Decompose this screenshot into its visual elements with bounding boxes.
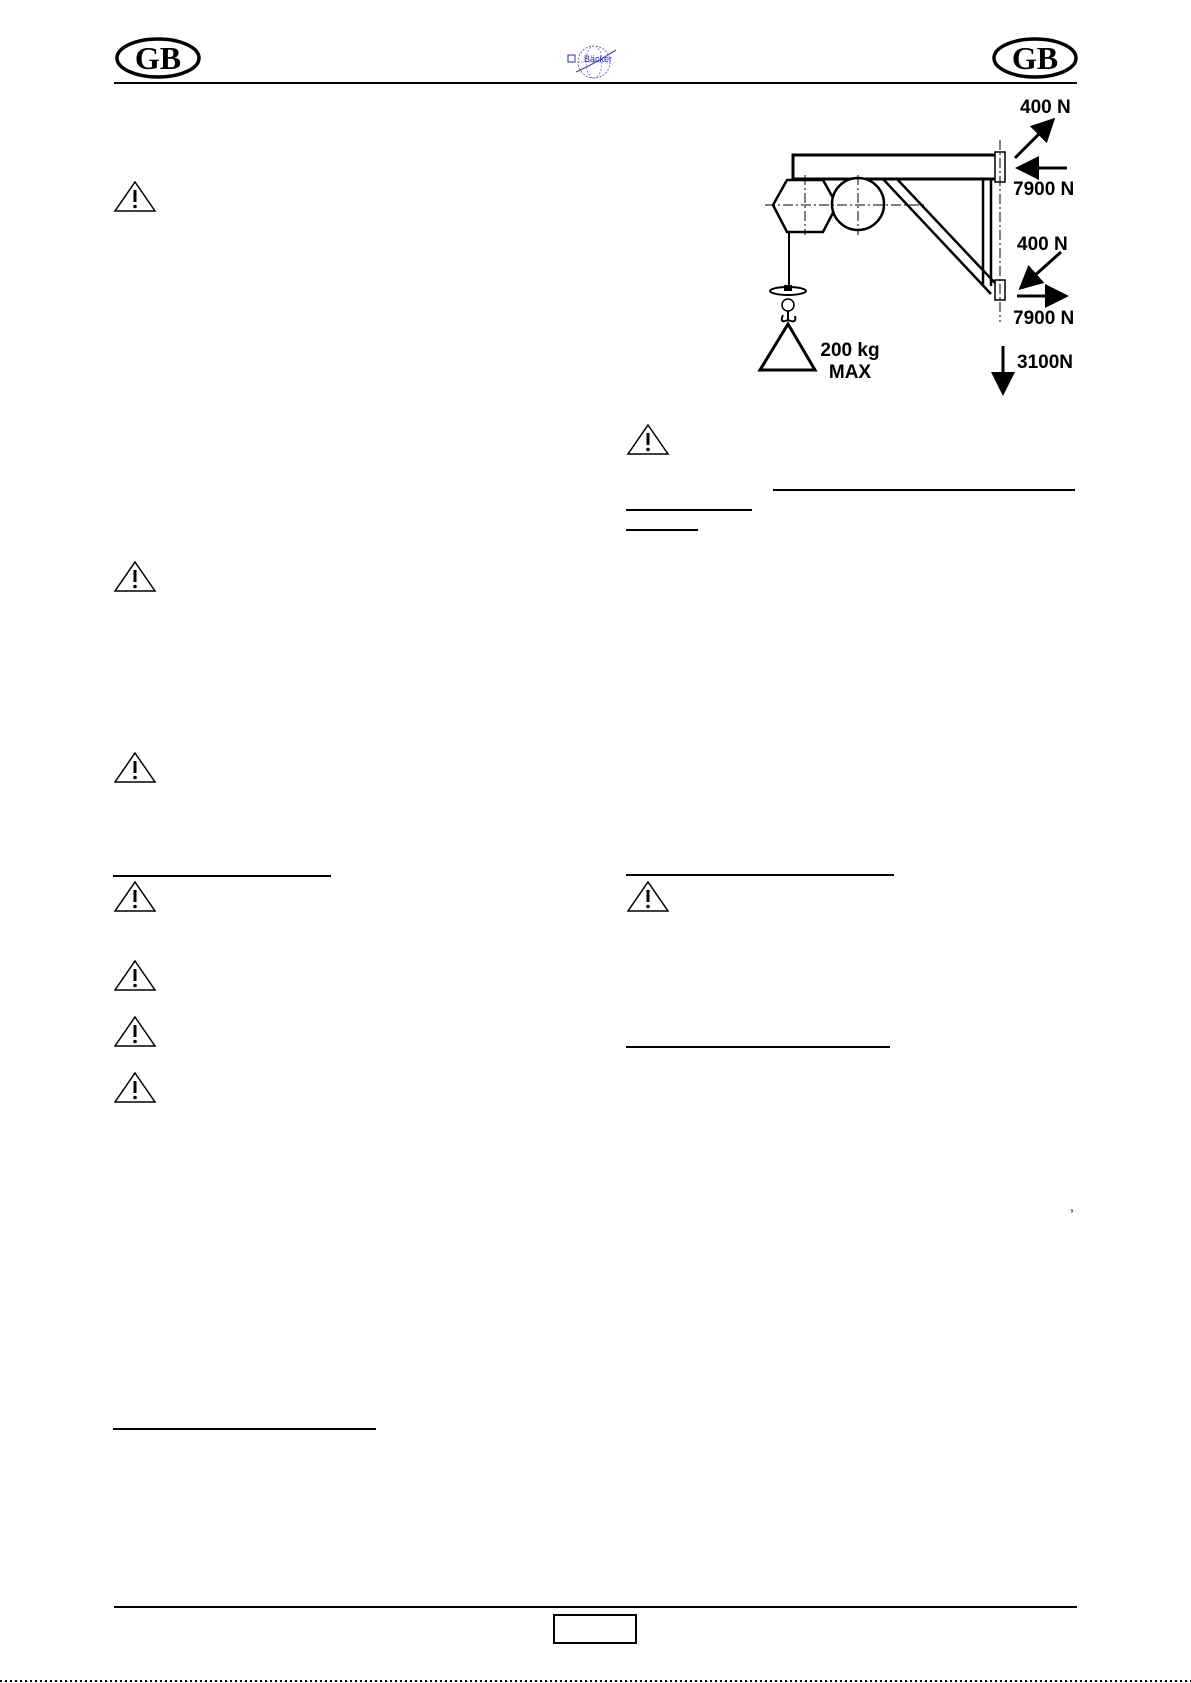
gb-badge-right [991, 36, 1079, 80]
warning-triangle-icon [626, 880, 670, 914]
force-label-top-horizontal: 7900 N [1013, 179, 1075, 200]
warning-triangle-icon [113, 751, 157, 785]
page-number-box [553, 1614, 637, 1644]
bottom-dotted-edge [0, 1680, 1191, 1682]
section-heading-underline [113, 1428, 376, 1430]
force-label-vertical: 3100N [1017, 352, 1073, 373]
section-heading-underline [113, 875, 331, 877]
heading-underline [626, 529, 698, 531]
force-label-bottom-horizontal: 7900 N [1013, 308, 1075, 329]
gb-badge-left [114, 36, 202, 80]
warning-triangle-icon [113, 1071, 157, 1105]
section-heading-underline [626, 1046, 890, 1048]
warning-triangle-icon [113, 880, 157, 914]
heading-underline [773, 489, 1075, 491]
header-rule [114, 82, 1077, 84]
warning-triangle-icon [626, 423, 670, 457]
warning-triangle-icon [113, 1015, 157, 1049]
gb-badge-left-text: GB [134, 40, 182, 76]
load-max-label: MAX [828, 362, 872, 383]
warning-triangle-icon [113, 180, 157, 214]
warning-triangle-icon [113, 560, 157, 594]
gb-badge-right-text: GB [1011, 40, 1059, 76]
trailing-mark: , [1070, 1198, 1074, 1214]
footer-rule [114, 1606, 1077, 1608]
logo-text: Bäcker [583, 54, 613, 64]
section-heading-underline [626, 874, 894, 876]
company-logo [566, 42, 622, 82]
warning-triangle-icon [113, 959, 157, 993]
force-label-top-diagonal: 400 N [1020, 97, 1071, 118]
force-label-bottom-diagonal: 400 N [1017, 234, 1068, 255]
heading-underline [626, 509, 752, 511]
jib-crane-diagram [755, 90, 1085, 400]
load-weight-label: 200 kg [820, 340, 880, 361]
